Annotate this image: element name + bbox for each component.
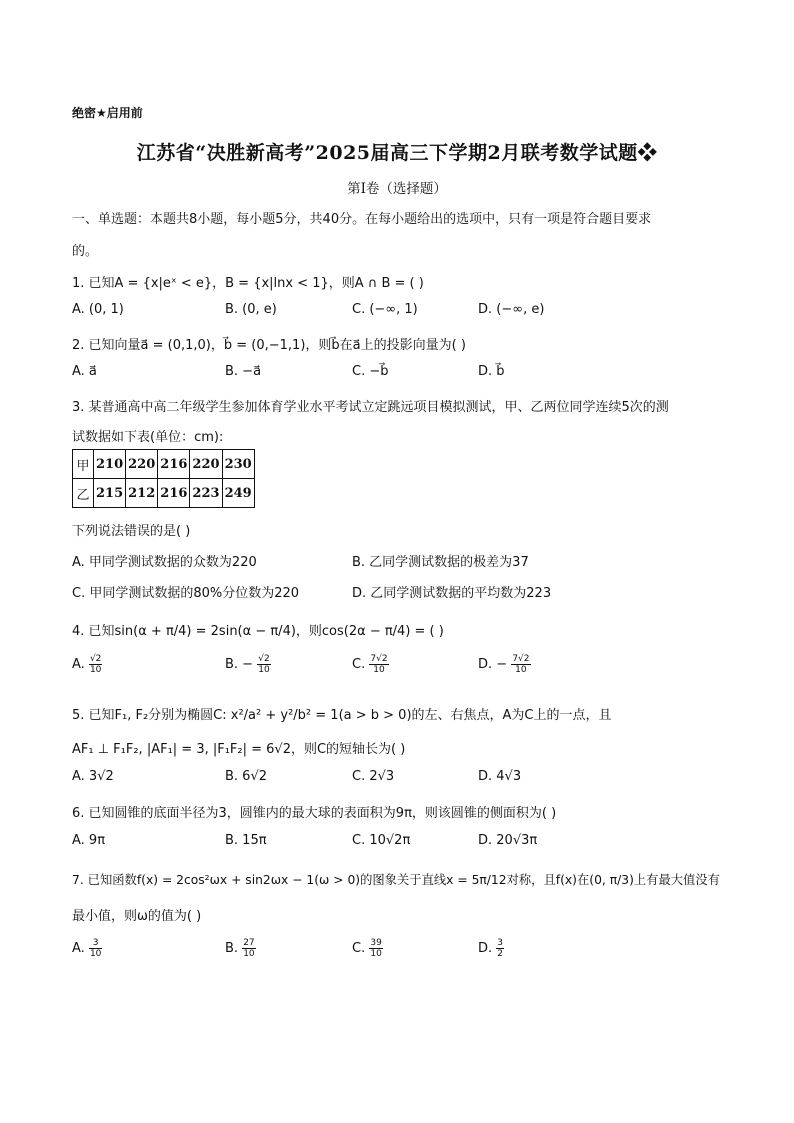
denominator: 10 [89,949,102,959]
question-4-option-a[interactable] [72,654,102,675]
option-prefix: B. [225,941,239,956]
question-3-stem-line-1: 3. 某普通高中高二年级学生参加体育学业水平考试立定跳远项目模拟测试，甲、乙两位同学连续5次的测 [72,400,669,415]
fraction [89,938,102,959]
numerator: 3 [89,938,102,949]
question-5-stem-line-1: 5. 已知F₁, F₂分别为椭圆C: x²/a² + y²/b² = 1(a > b > 0)的左、右焦点，A为C上的一点，且 [72,708,612,723]
section-title: 第I卷（选择题） [347,181,447,197]
question-5-option-d[interactable]: D. 4√3 [478,769,522,784]
numerator: 3 [497,938,504,948]
question-1-option-b[interactable]: B. (0, e) [225,302,277,317]
question-7-stem-line-2: 最小值，则ω的值为( ) [72,909,202,924]
table-cell: 220 [126,450,158,479]
instructions-line-2: 的。 [72,244,99,259]
denominator: 10 [258,665,270,675]
exam-title: 江苏省“决胜新高考”2025届高三下学期2月联考数学试题❖ [136,142,658,164]
option-prefix: D. [478,941,493,956]
table-row [73,479,255,508]
question-6-option-b[interactable]: B. 15π [225,833,267,848]
numerator: 7√2 [512,654,530,664]
question-6-option-a[interactable]: A. 9π [72,833,106,848]
fraction [257,654,270,675]
numerator: 27 [243,938,255,948]
question-4-option-b[interactable] [225,654,271,675]
question-3-stem-line-2: 试数据如下表(单位：cm): [72,430,224,445]
question-3-option-d[interactable]: D. 乙同学测试数据的平均数为223 [352,586,552,601]
question-6-stem: 6. 已知圆锥的底面半径为3，圆锥内的最大球的表面积为9π，则该圆锥的侧面积为( ) [72,806,557,821]
option-prefix: A. [72,657,85,672]
question-5-stem-line-2: AF₁ ⊥ F₁F₂, |AF₁| = 3, |F₁F₂| = 6√2，则C的短轴长为( ) [72,742,406,757]
question-3-option-c[interactable]: C. 甲同学测试数据的80%分位数为220 [72,586,300,601]
question-2-option-a[interactable]: A. a⃗ [72,364,97,379]
question-3-option-a[interactable]: A. 甲同学测试数据的众数为220 [72,555,257,570]
question-5-option-b[interactable]: B. 6√2 [225,769,268,784]
question-1-option-c[interactable]: C. (−∞, 1) [352,302,418,317]
option-prefix: D. − [478,657,508,672]
denominator: 2 [497,949,504,959]
fraction [369,938,382,959]
score-table [72,449,255,508]
question-2-option-b[interactable]: B. −a⃗ [225,364,262,379]
numerator: 7√2 [370,654,388,664]
confidential-mark: 绝密★启用前 [72,106,143,120]
table-cell: 210 [94,450,126,479]
question-1-option-d[interactable]: D. (−∞, e) [478,302,545,317]
numerator: 39 [370,938,382,948]
denominator: 10 [89,665,102,675]
denominator: 10 [243,949,255,959]
question-1-stem: 1. 已知A = {x|eˣ < e}，B = {x|lnx < 1}，则A ∩ B = ( ) [72,276,424,291]
denominator: 10 [515,665,527,675]
option-prefix: C. [352,657,366,672]
question-3-option-b[interactable]: B. 乙同学测试数据的极差为37 [352,555,529,570]
numerator: √2 [258,654,270,664]
option-prefix: C. [352,941,366,956]
question-7-option-c[interactable] [352,938,383,959]
question-4-stem: 4. 已知sin(α + π/4) = 2sin(α − π/4)，则cos(2α − π/4) = ( ) [72,624,444,639]
denominator: 10 [370,949,382,959]
question-2-option-c[interactable]: C. −b⃗ [352,364,389,379]
fraction [496,938,504,959]
table-cell: 223 [190,479,222,508]
question-7-option-d[interactable] [478,938,504,959]
question-7-option-a[interactable] [72,938,102,959]
option-prefix: A. [72,941,85,956]
fraction [89,654,102,675]
question-1-option-a[interactable]: A. (0, 1) [72,302,124,317]
table-cell: 216 [158,450,190,479]
question-2-option-d[interactable]: D. b⃗ [478,364,505,379]
denominator: 10 [373,665,385,675]
table-cell: 212 [126,479,158,508]
table-cell: 230 [222,450,254,479]
question-7-option-b[interactable] [225,938,256,959]
question-6-option-c[interactable]: C. 10√2π [352,833,411,848]
table-cell: 215 [94,479,126,508]
table-row [73,450,255,479]
option-prefix: B. − [225,657,254,672]
question-4-option-d[interactable] [478,654,531,675]
table-cell: 249 [222,479,254,508]
question-3-question: 下列说法错误的是( ) [72,524,191,539]
fraction [369,654,388,675]
question-6-option-d[interactable]: D. 20√3π [478,833,538,848]
fraction [242,938,255,959]
question-5-option-a[interactable]: A. 3√2 [72,769,114,784]
instructions-line-1: 一、单选题：本题共8小题，每小题5分，共40分。在每小题给出的选项中，只有一项是符合题目要求 [72,212,652,227]
numerator: √2 [89,654,102,664]
table-cell: 乙 [73,479,94,508]
question-5-option-c[interactable]: C. 2√3 [352,769,395,784]
fraction [511,654,530,675]
question-2-stem: 2. 已知向量a⃗ = (0,1,0)，b⃗ = (0,−1,1)，则b⃗在a⃗上的投影向量为( ) [72,338,466,353]
question-7-stem-line-1: 7. 已知函数f(x) = 2cos²ωx + sin2ωx − 1(ω > 0)的图象关于直线x = 5π/12对称，且f(x)在(0, π/3)上有最大值没有 [72,873,720,887]
table-cell: 216 [158,479,190,508]
table-cell: 220 [190,450,222,479]
question-4-option-c[interactable] [352,654,389,675]
table-cell: 甲 [73,450,94,479]
